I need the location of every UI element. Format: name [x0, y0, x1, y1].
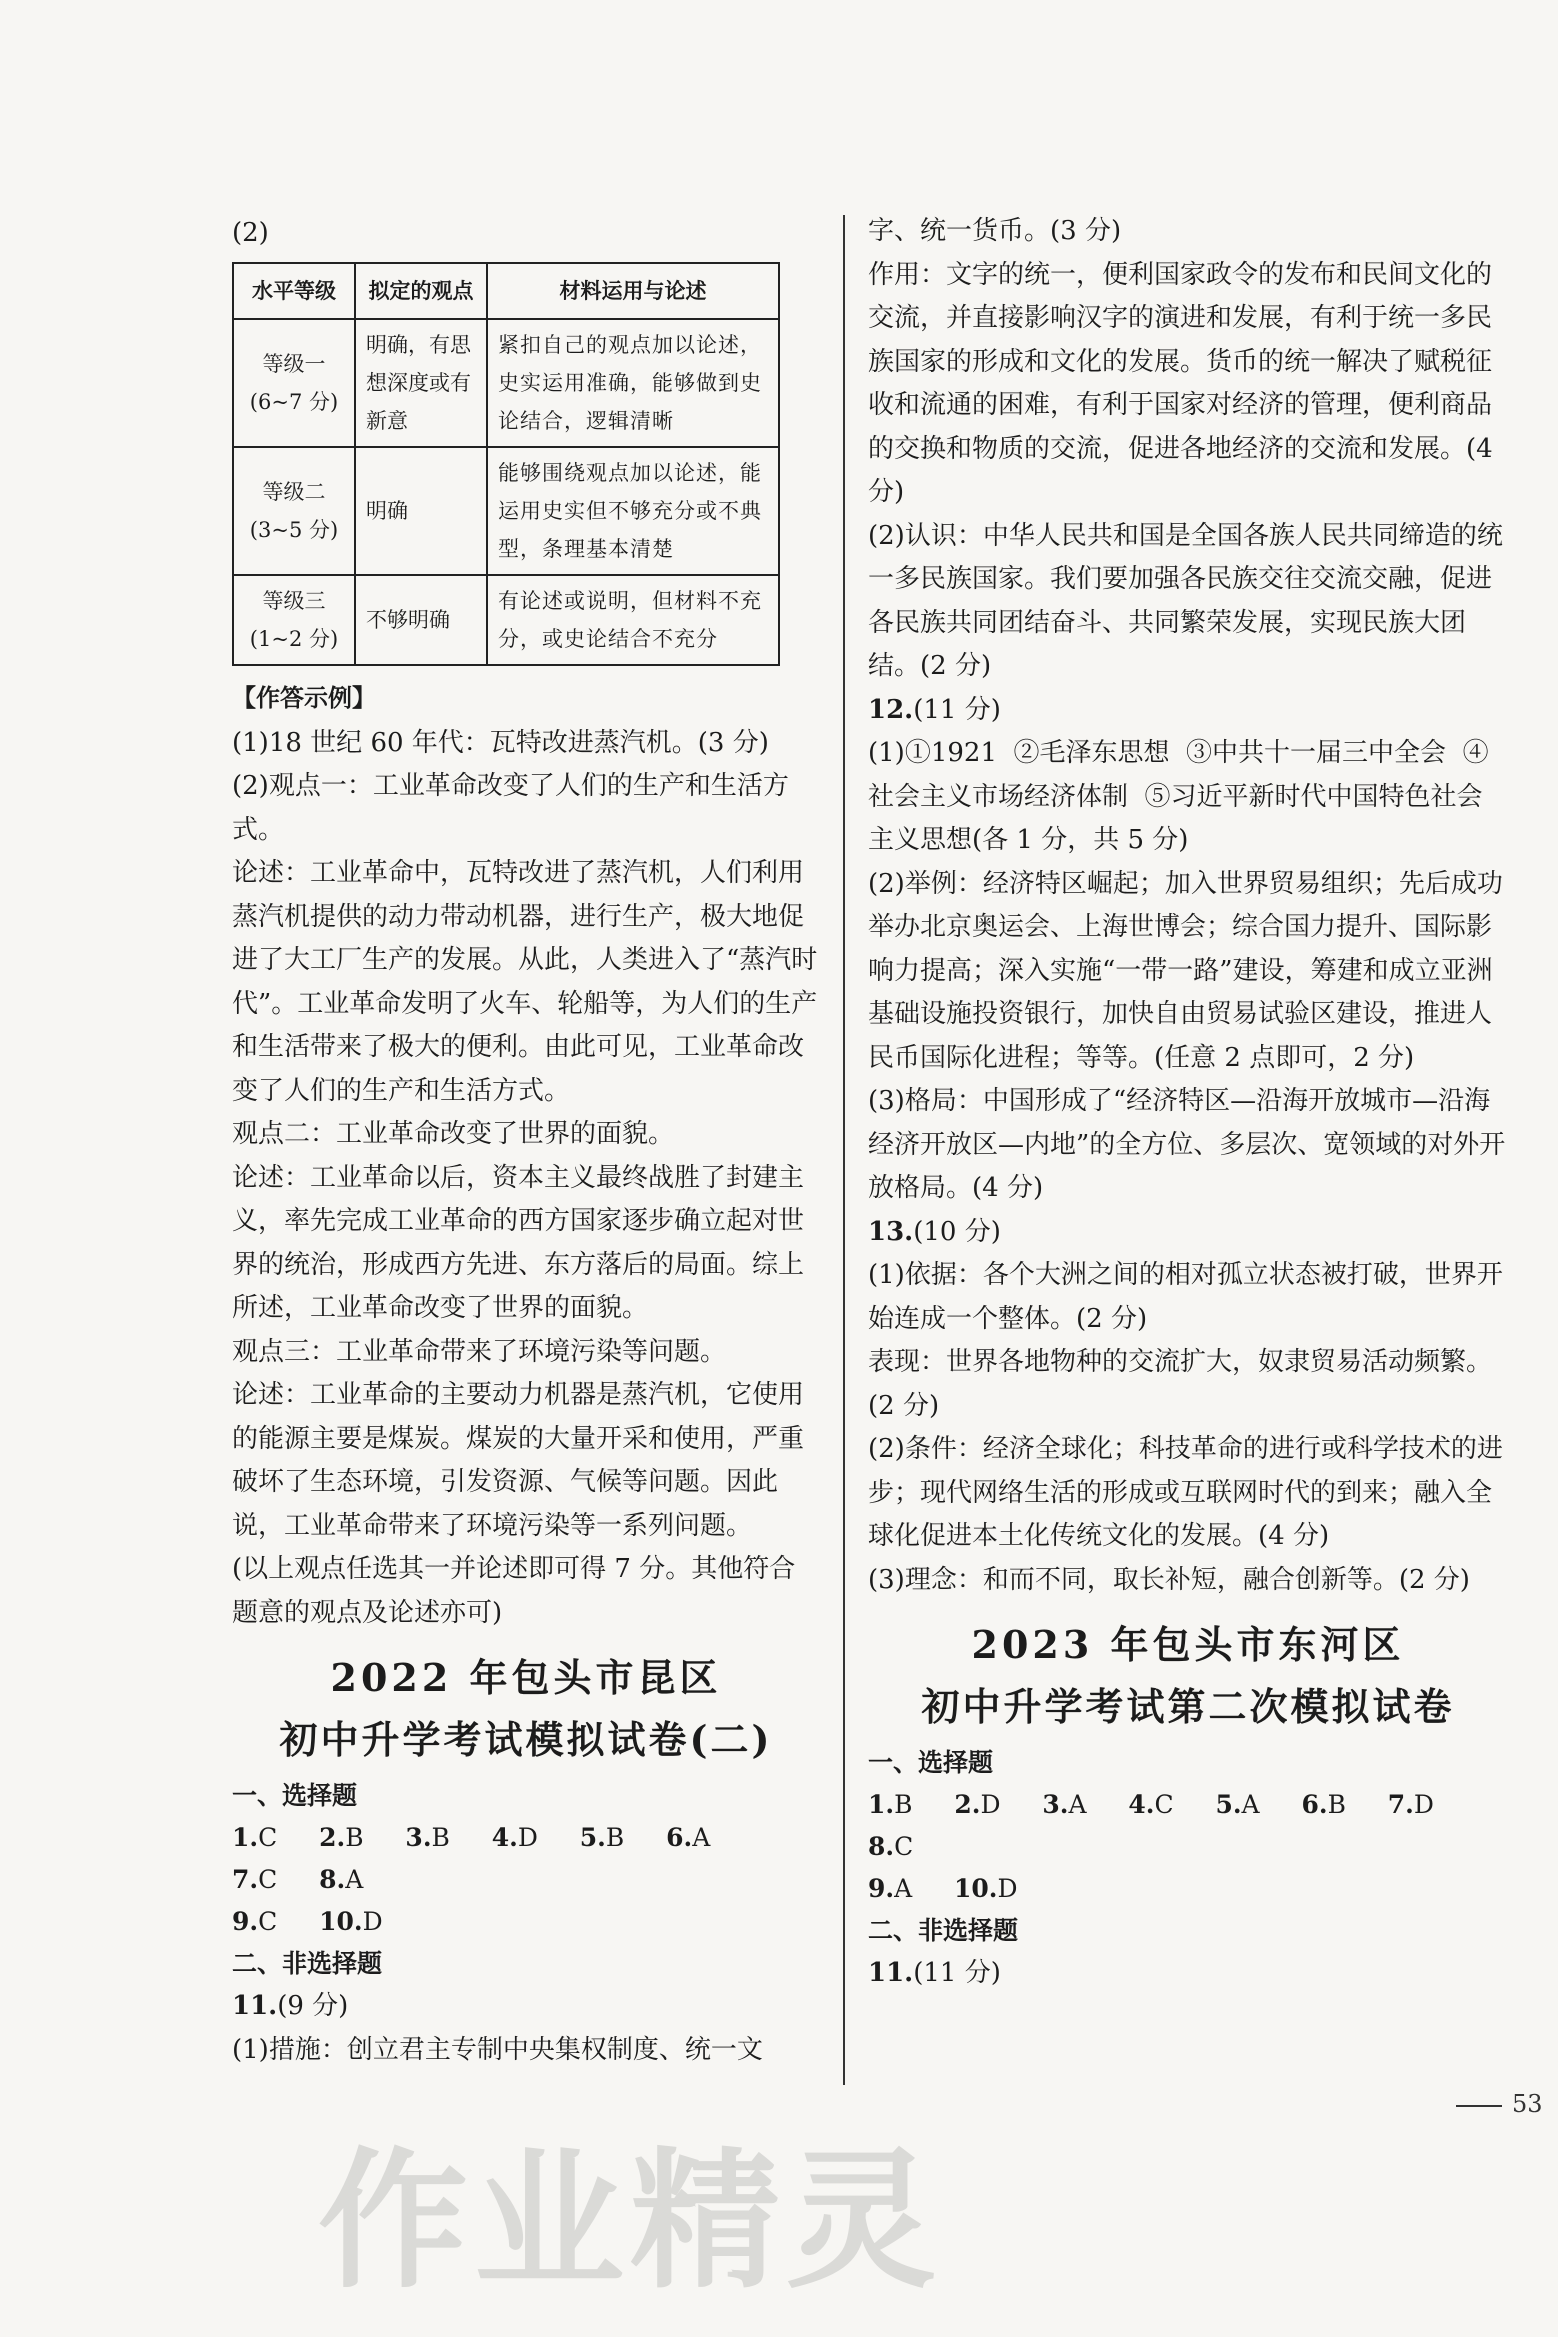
answer-paragraph: 作用：文字的统一，便利国家政令的发布和民间文化的交流，并直接影响汉字的演进和发展，有利于统一多民族国家的形成和文化的发展。货币的统一解决了赋税征收和流通的困难，有利于国家对经济的管理，便利商品的交换和物质的交流，促进各地经济的交流和发展。(4 分)	[868, 259, 1501, 507]
answer-choice: D	[1413, 1790, 1434, 1819]
answer-line: 字、统一货币。(3 分)	[868, 216, 1122, 246]
level-name: 等级三	[262, 588, 326, 613]
level-score: (3~5 分)	[249, 517, 339, 542]
answer-choice: A	[1068, 1790, 1087, 1819]
answer-key-row	[868, 1784, 1508, 1868]
material-cell: 紧扣自己的观点加以论述，史实运用准确，能够做到史论结合，逻辑清晰	[487, 319, 779, 447]
answer-key-row	[868, 1868, 1508, 1910]
table-header: 材料运用与论述	[487, 263, 779, 319]
answer-choice: B	[431, 1823, 450, 1852]
answer-num: 4.	[1128, 1790, 1155, 1819]
answer-choice: D	[980, 1790, 1001, 1819]
level-score: (6~7 分)	[249, 389, 339, 414]
answer-choice: B	[1327, 1790, 1346, 1819]
exam-title-2022: 2022 年包头市昆区	[330, 1655, 722, 1700]
question-number: 12.	[868, 694, 914, 725]
answer-num: 2.	[319, 1823, 346, 1852]
answer-paragraph: 论述：工业革命以后，资本主义最终战胜了封建主义，率先完成工业革命的西方国家逐步确立起对世界的统治，形成西方先进、东方落后的局面。综上所述，工业革命改变了世界的面貌。	[232, 1162, 805, 1323]
answer-line: (1)18 世纪 60 年代：瓦特改进蒸汽机。(3 分)	[232, 727, 769, 758]
question-score: (9 分)	[277, 1991, 349, 2021]
answer-line: (1)措施：创立君主专制中央集权制度、统一文	[232, 2034, 763, 2065]
right-column	[868, 210, 1508, 1996]
exam-subtitle-2023: 初中升学考试第二次模拟试卷	[921, 1684, 1455, 1729]
answer-paragraph: (2)举例：经济特区崛起；加入世界贸易组织；先后成功举办北京奥运会、上海世博会；综合国力提升、国际影响力提高；深入实施“一带一路”建设，筹建和成立亚洲基础设施投资银行，加快自由贸易试验区建设，推进人民币国际化进程；等等。(任意 2 点即可，2 分)	[868, 868, 1503, 1073]
answer-paragraph: (1)依据：各个大洲之间的相对孤立状态被打破，世界开始连成一个整体。(2 分)	[868, 1260, 1503, 1334]
answer-line: (2)观点一：工业革命改变了人们的生产和生活方式。	[232, 771, 789, 845]
answer-choice: A	[1241, 1790, 1260, 1819]
answer-num: 4.	[491, 1823, 518, 1852]
answer-key-row	[232, 1901, 820, 1943]
answer-choice: C	[894, 1832, 914, 1861]
answer-paragraph: (1)①1921 ②毛泽东思想 ③中共十一届三中全会 ④社会主义市场经济体制 ⑤习近平新时代中国特色社会主义思想(各 1 分，共 5 分)	[868, 738, 1489, 855]
answer-paragraph: 表现：世界各地物种的交流扩大，奴隶贸易活动频繁。(2 分)	[868, 1347, 1493, 1421]
answer-paragraph: 论述：工业革命的主要动力机器是蒸汽机，它使用的能源主要是煤炭。煤炭的大量开采和使用，严重破坏了生态环境，引发资源、气候等问题。因此说，工业革命带来了环境污染等一系列问题。	[232, 1380, 805, 1541]
table-row	[233, 319, 779, 447]
answer-num: 5.	[579, 1823, 606, 1852]
question-number: 11.	[868, 1958, 914, 1988]
exam-subtitle-2022: 初中升学考试模拟试卷(二)	[279, 1717, 773, 1762]
answer-num: 6.	[666, 1823, 693, 1852]
answer-paragraph: (2)条件：经济全球化；科技革命的进行或科学技术的进步；现代网络生活的形成或互联网时代的到来；融入全球化促进本土化传统文化的发展。(4 分)	[868, 1434, 1503, 1551]
answer-num: 7.	[232, 1865, 259, 1894]
level-name: 等级一	[262, 351, 326, 376]
answer-num: 8.	[319, 1865, 346, 1894]
answer-num: 1.	[232, 1823, 259, 1852]
level-score: (1~2 分)	[249, 626, 339, 651]
section-heading: 一、选择题	[232, 1781, 358, 1810]
answer-choice: D	[517, 1823, 538, 1852]
answer-note: (以上观点任选其一并论述即可得 7 分。其他符合题意的观点及论述亦可)	[232, 1554, 796, 1628]
left-column	[232, 212, 820, 2072]
answer-choice: D	[362, 1907, 383, 1936]
section-heading: 二、非选择题	[868, 1916, 1019, 1945]
question-heading	[868, 1211, 1508, 1255]
watermark-text: 作业精灵	[318, 2135, 943, 2309]
level-cell	[233, 319, 355, 447]
section-heading: 二、非选择题	[232, 1949, 383, 1978]
answer-choice: D	[997, 1874, 1018, 1903]
view-cell: 不够明确	[355, 575, 487, 665]
answer-num: 2.	[954, 1790, 981, 1819]
column-divider	[843, 215, 845, 2085]
material-cell: 有论述或说明，但材料不充分，或史论结合不充分	[487, 575, 779, 665]
answer-choice: A	[345, 1865, 364, 1894]
question-score: (11 分)	[913, 1958, 1001, 1988]
answer-num: 5.	[1215, 1790, 1242, 1819]
grading-table	[232, 262, 780, 666]
answer-paragraph: (3)理念：和而不同，取长补短，融合创新等。(2 分)	[868, 1564, 1470, 1595]
level-cell	[233, 575, 355, 665]
section-heading: 一、选择题	[868, 1748, 994, 1777]
table-row	[233, 447, 779, 575]
answer-choice: B	[894, 1790, 913, 1819]
question-heading	[232, 1985, 820, 2029]
answer-line: 观点三：工业革命带来了环境污染等问题。	[232, 1336, 727, 1367]
level-cell	[233, 447, 355, 575]
table-header: 拟定的观点	[355, 263, 487, 319]
answer-num: 3.	[1042, 1790, 1069, 1819]
answer-choice: B	[345, 1823, 364, 1852]
answer-num: 8.	[868, 1832, 895, 1861]
answer-num: 1.	[868, 1790, 895, 1819]
answer-paragraph: (3)格局：中国形成了“经济特区—沿海开放城市—沿海经济开放区—内地”的全方位、多层次、宽领域的对外开放格局。(4 分)	[868, 1086, 1506, 1203]
part-label: (2)	[232, 218, 269, 248]
answer-choice: A	[894, 1874, 913, 1903]
table-header: 水平等级	[233, 263, 355, 319]
answer-choice: B	[605, 1823, 625, 1852]
answer-num: 6.	[1301, 1790, 1328, 1819]
answer-choice: C	[258, 1907, 278, 1936]
answer-choice: C	[1154, 1790, 1174, 1819]
answer-num: 7.	[1387, 1790, 1414, 1819]
answer-num: 10.	[319, 1907, 363, 1936]
answer-choice: C	[258, 1823, 278, 1852]
question-score: (10 分)	[913, 1216, 1001, 1247]
table-row	[233, 575, 779, 665]
answer-line: 观点二：工业革命改变了世界的面貌。	[232, 1119, 675, 1149]
answer-paragraph: (2)认识：中华人民共和国是全国各族人民共同缔造的统一多民族国家。我们要加强各民族交往交流交融，促进各民族共同团结奋斗、共同繁荣发展，实现民族大团结。(2 分)	[868, 520, 1503, 681]
question-heading	[868, 1952, 1508, 1996]
answer-num: 9.	[232, 1907, 259, 1936]
answer-num: 10.	[954, 1874, 998, 1903]
level-name: 等级二	[262, 479, 326, 504]
answer-key-row	[232, 1817, 820, 1901]
exam-title-2023: 2023 年包头市东河区	[971, 1622, 1405, 1667]
page-number: 53	[1456, 2090, 1543, 2118]
question-number: 11.	[232, 1991, 278, 2021]
question-heading	[868, 689, 1508, 733]
view-cell: 明确，有思想深度或有新意	[355, 319, 487, 447]
material-cell: 能够围绕观点加以论述，能运用史实但不够充分或不典型，条理基本清楚	[487, 447, 779, 575]
answer-paragraph: 论述：工业革命中，瓦特改进了蒸汽机，人们利用蒸汽机提供的动力带动机器，进行生产，极大地促进了大工厂生产的发展。从此，人类进入了“蒸汽时代”。工业革命发明了火车、轮船等，为人们的生产和生活带来了极大的便利。由此可见，工业革命改变了人们的生产和生活方式。	[232, 858, 818, 1106]
answer-num: 9.	[868, 1874, 895, 1903]
table-header-row	[233, 263, 779, 319]
view-cell: 明确	[355, 447, 487, 575]
question-number: 13.	[868, 1216, 914, 1247]
answer-choice: C	[258, 1865, 278, 1894]
answer-choice: A	[692, 1823, 711, 1852]
answer-num: 3.	[405, 1823, 432, 1852]
example-tag: 【作答示例】	[232, 683, 376, 712]
question-score: (11 分)	[913, 694, 1001, 725]
